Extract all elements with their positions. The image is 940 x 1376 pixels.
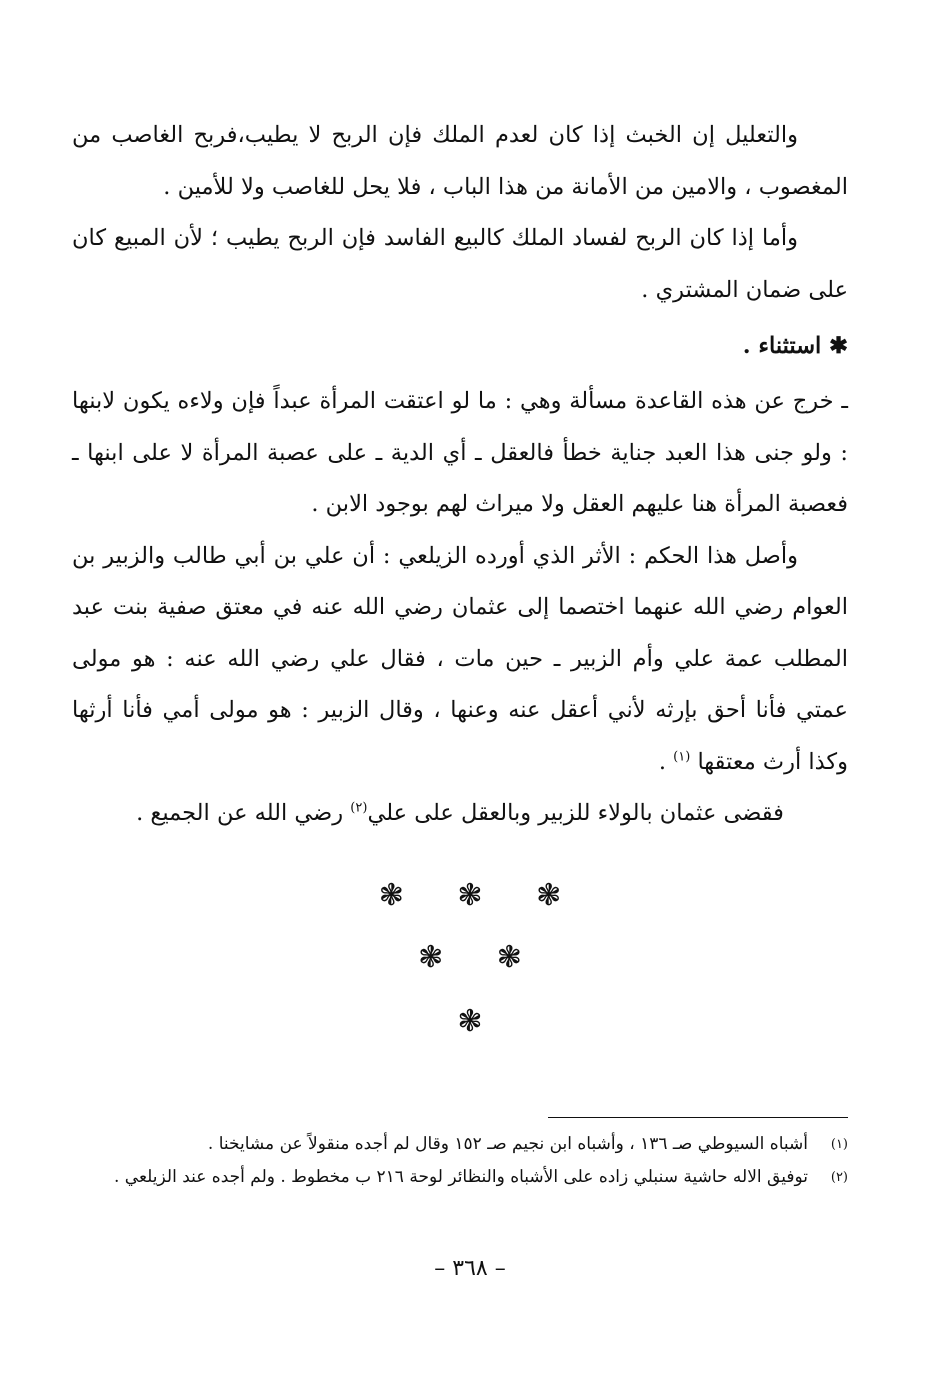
footnote-text: توفيق الاله حاشية سنبلي زاده على الأشباه والنظائر لوحة ٢١٦ ب مخطوط . ولم أجده عند الزيلعي . xyxy=(113,1167,808,1187)
ornament-icon: ❃ xyxy=(418,940,444,975)
footnotes xyxy=(72,1128,848,1194)
footnote-ref-1: (١) xyxy=(673,749,691,764)
footnote-1 xyxy=(72,1128,848,1161)
footnote-ref-2: (٢) xyxy=(350,800,368,816)
paragraph-3: ـ خرج عن هذه القاعدة مسألة وهي : ما لو اعتقت المرأة عبداً فإن ولاءه يكون لابنها : ولو جنى هذا العبد جناية خطأ فالعقل ـ أي الدية ـ على عصبة المرأة لا على ابنها ـ فعصبة المرأة هنا عليهم العقل ولا ميراث لهم بوجود الابن . xyxy=(72,388,848,517)
page-number: – ٣٦٨ – xyxy=(434,1256,506,1281)
ornament-icon: ❃ xyxy=(496,940,522,975)
paragraph-4 xyxy=(72,531,848,789)
ornament-icon: ❃ xyxy=(457,878,483,913)
paragraph-1: والتعليل إن الخبث إذا كان لعدم الملك فإن الربح لا يطيب،فربح الغاصب من المغصوب ، والامين من الأمانة من هذا الباب ، فلا يحل للغاصب ولا للأمين . xyxy=(72,122,848,200)
footnote-divider xyxy=(548,1117,848,1118)
footnote-number: (١) xyxy=(830,1137,848,1152)
paragraph-5-text-a: فقضى عثمان بالولاء للزبير وبالعقل على علي xyxy=(367,800,784,826)
section-heading: ✱ استثناء . xyxy=(742,333,848,359)
paragraph-2: وأما إذا كان الربح لفساد الملك كالبيع الفاسد فإن الربح يطيب ؛ لأن المبيع كان على ضمان المشتري . xyxy=(72,225,848,303)
paragraph-5-text-b: رضي الله عن الجميع . xyxy=(136,800,351,826)
paragraph-4-text: وأصل هذا الحكم : الأثر الذي أورده الزيلعي : أن علي بن أبي طالب والزبير بن العوام رضي الله عنهما اختصما إلى عثمان رضي الله عنه في معتق صفية بنت عبد المطلب عمة علي وأم الزبير ـ حين مات ، فقال علي رضي الله عنه : هو مولى عمتي فأنا أحق بإرثه لأني أعقل عنه وعنها ، وقال الزبير : هو مولى أمي فأنا أرثها وكذا أرث معتقها xyxy=(72,542,848,775)
ornament-row-2 xyxy=(0,940,940,975)
footnote-text: أشباه السيوطي صـ ١٣٦ ، وأشباه ابن نجيم صـ ١٥٢ وقال لم أجده منقولاً عن مشايخنا . xyxy=(207,1134,808,1154)
ornament-icon: ❃ xyxy=(378,878,404,913)
footnote-2 xyxy=(72,1161,848,1194)
ornament-row-3 xyxy=(0,1004,940,1039)
paragraph-5 xyxy=(72,788,848,840)
main-text xyxy=(72,110,848,840)
ornament-icon: ❃ xyxy=(457,1004,483,1039)
footnote-number: (٢) xyxy=(830,1170,848,1185)
ornament-row-1 xyxy=(0,878,940,913)
paragraph-4-end: . xyxy=(658,748,674,775)
ornament-icon: ❃ xyxy=(536,878,562,913)
